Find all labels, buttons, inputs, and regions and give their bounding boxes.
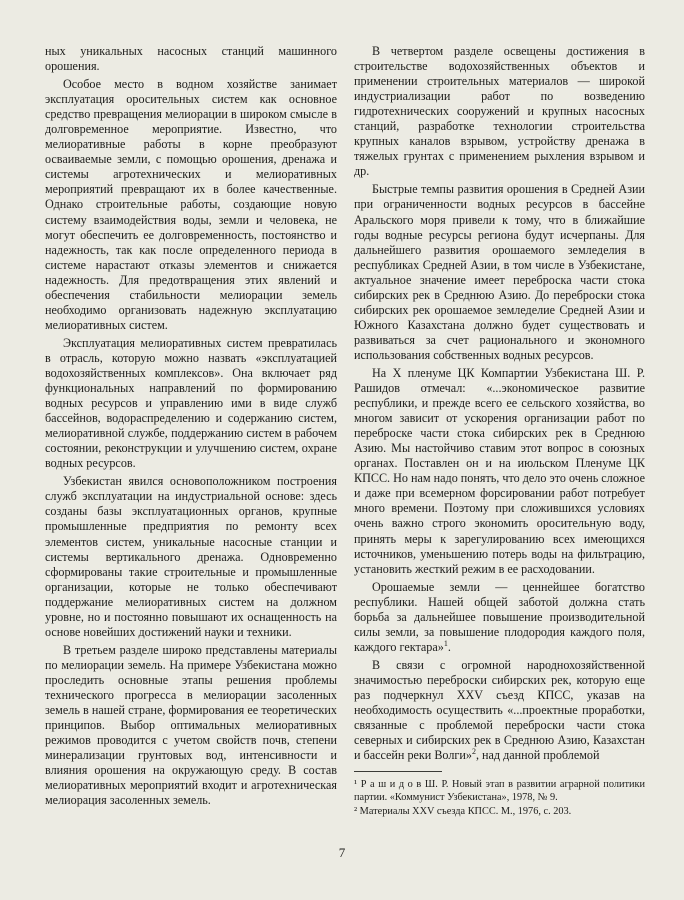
congress-text: В связи с огромной народнохозяйственной значимостью переброски сибирских рек, которую еще раз подчеркнул XXV съезд КПСС, указав на необходимость осуществить «...проектные проработки, связанные с проблемой переброски части стока северных и сибирских рек в Среднюю Азию, Казахстан и бассейн реки Волги»	[354, 657, 645, 763]
paragraph-branch: Эксплуатация мелиоративных систем превратилась в отрасль, которую можно назвать «эксплуатацией водохозяйственных комплексов». Она включает ряд функциональных направлений по формированию водных ресурсов и управлению ими в виде служб бассейнов, водораспределению и содержанию систем, мелиоративной службе, поддержанию систем в рабочем состоянии, реконструкции и улучшению систем, охране водных ресурсов.	[45, 335, 337, 471]
paragraph-third-section: В третьем разделе широко представлены материалы по мелиорации земель. На примере Узбекистана можно проследить основные этапы решения проблемы технического прогресса в мелиорации засоленных земель в нашей стране, формирования ее теоретических принципов. Выбор оптимальных мелиоративных режимов проводится с учетом свойств почв, степени минерализации грунтовых вод, интенсивности и влияния орошения на окружающую среду. В состав мелиоративных мероприятий входит и агротехническая мелиорация засоленных земель.	[45, 642, 337, 808]
paragraph-plenum-quote: На X пленуме ЦК Компартии Узбекистана Ш. Р. Рашидов отмечал: «...экономическое развитие республики, и прежде всего ее сельского хозяйства, во многом зависит от ускорения организации работ по переброске части стока сибирских рек в Среднюю Азию. Мы настойчиво ставим этот вопрос в союзных органах. Поставлен он и на июльском Пленуме ЦК КПСС. Но нам надо понять, что дело это очень сложное и даже при всемерном форсировании работ потребует много времени. Поэтому при сложившихся условиях очень важно строго экономить оросительную воду, принять меры к зарегулированию всех имеющихся источников, уменьшению потерь воды на фильтрацию, установить жесткий режим в ее расходовании.	[354, 365, 645, 576]
footnote-divider	[354, 771, 442, 772]
paragraph-uzbekistan: Узбекистан явился основоположником построения служб эксплуатации на индустриальной основе: здесь созданы базы эксплуатационных органов, крупные промышленные предприятия по ремонту всех элементов систем, уникальные насосные станции и системы вертикального дренажа. Одновременно сформированы такие строительные и промышленные организации, которые не только обеспечивают поддержание мелиоративных систем на должном уровне, но и постоянно повышают их оснащенность на основе новейших достижений науки и техники.	[45, 474, 337, 639]
paragraph-irrigation-pace: Быстрые темпы развития орошения в Средней Азии при ограниченности водных ресурсов в бассейне Аральского моря привели к тому, что в ближайшие годы водные ресурсы региона будут исчерпаны. Для дальнейшего развития орошаемого земледелия в республиках Средней Азии, в том числе в Узбекистане, актуальное значение имеет переброска части стока сибирских рек в Среднюю Азию. До переброски стока сибирских рек орошаемое земледелие Средней Азии и Южного Казахстана должно будет существовать и развиваться за счет рационального и экономного использования собственных водных ресурсов.	[354, 182, 645, 362]
left-column	[45, 44, 337, 808]
paragraph-congress	[354, 658, 645, 763]
paragraph-exploitation: Особое место в водном хозяйстве занимает эксплуатация оросительных систем как основное средство превращения мелиорации в широком смысле в долговременное мероприятие. Известно, что мелиоративные работы в корне преобразуют осваиваемые земли, с помощью орошения, дренажа и системы агротехнических и мелиоративных мероприятий превращают их в более качественные. Однако строительные работы, создающие новую систему взаимодействия воды, земли и человека, не могут обеспечить ее долговременность, постоянство и надежность, так как после определенного периода в системе нарастают отказы элементов и снижается надежность. Для предотвращения этих явлений и обеспечения стабильности мелиорации земель необходимо организовать надежную эксплуатацию мелиоративных систем.	[45, 77, 337, 332]
page-number: 7	[338, 845, 346, 860]
paragraph-irrigated-lands: Орошаемые земли — ценнейшее богатство республики. Нашей общей заботой должна стать борьба за дальнейшее повышение производительной силы земли, за повышение плодородия каждого поля, каждого гектара»$^1$.	[354, 579, 645, 654]
footnote-1: ¹ Р а ш и д о в Ш. Р. Новый этап в развитии аграрной политики партии. «Коммунист Узбекистана», 1978, № 9.	[354, 779, 645, 804]
footnote-ref-2[interactable]: 2	[471, 747, 476, 757]
congress-tail: , над данной проблемой	[475, 748, 600, 763]
quote-text: Орошаемые земли — ценнейшее богатство республики. Нашей общей заботой должна стать борьба за дальнейшее повышение производительной силы земли, за повышение плодородия каждого поля, каждого гектара»	[354, 579, 645, 654]
paragraph-continuation: ных уникальных насосных станций машинного орошения.	[45, 44, 337, 74]
footnote-ref-1[interactable]: 1	[443, 638, 448, 648]
footnote-2: ² Материалы XXV съезда КПСС. М., 1976, с. 203.	[354, 805, 572, 817]
right-column	[354, 44, 645, 818]
paragraph-fourth-section: В четвертом разделе освещены достижения в строительстве водохозяйственных объектов и применении строительных материалов — широкой индустриализации работ по возведению гидротехнических сооружений и крупных насосных станций, разработке технологии строительства крупных каналов взрывом, устройству дренажа в тяжелых грунтах с применением рыхления взрывом и др.	[354, 44, 645, 179]
